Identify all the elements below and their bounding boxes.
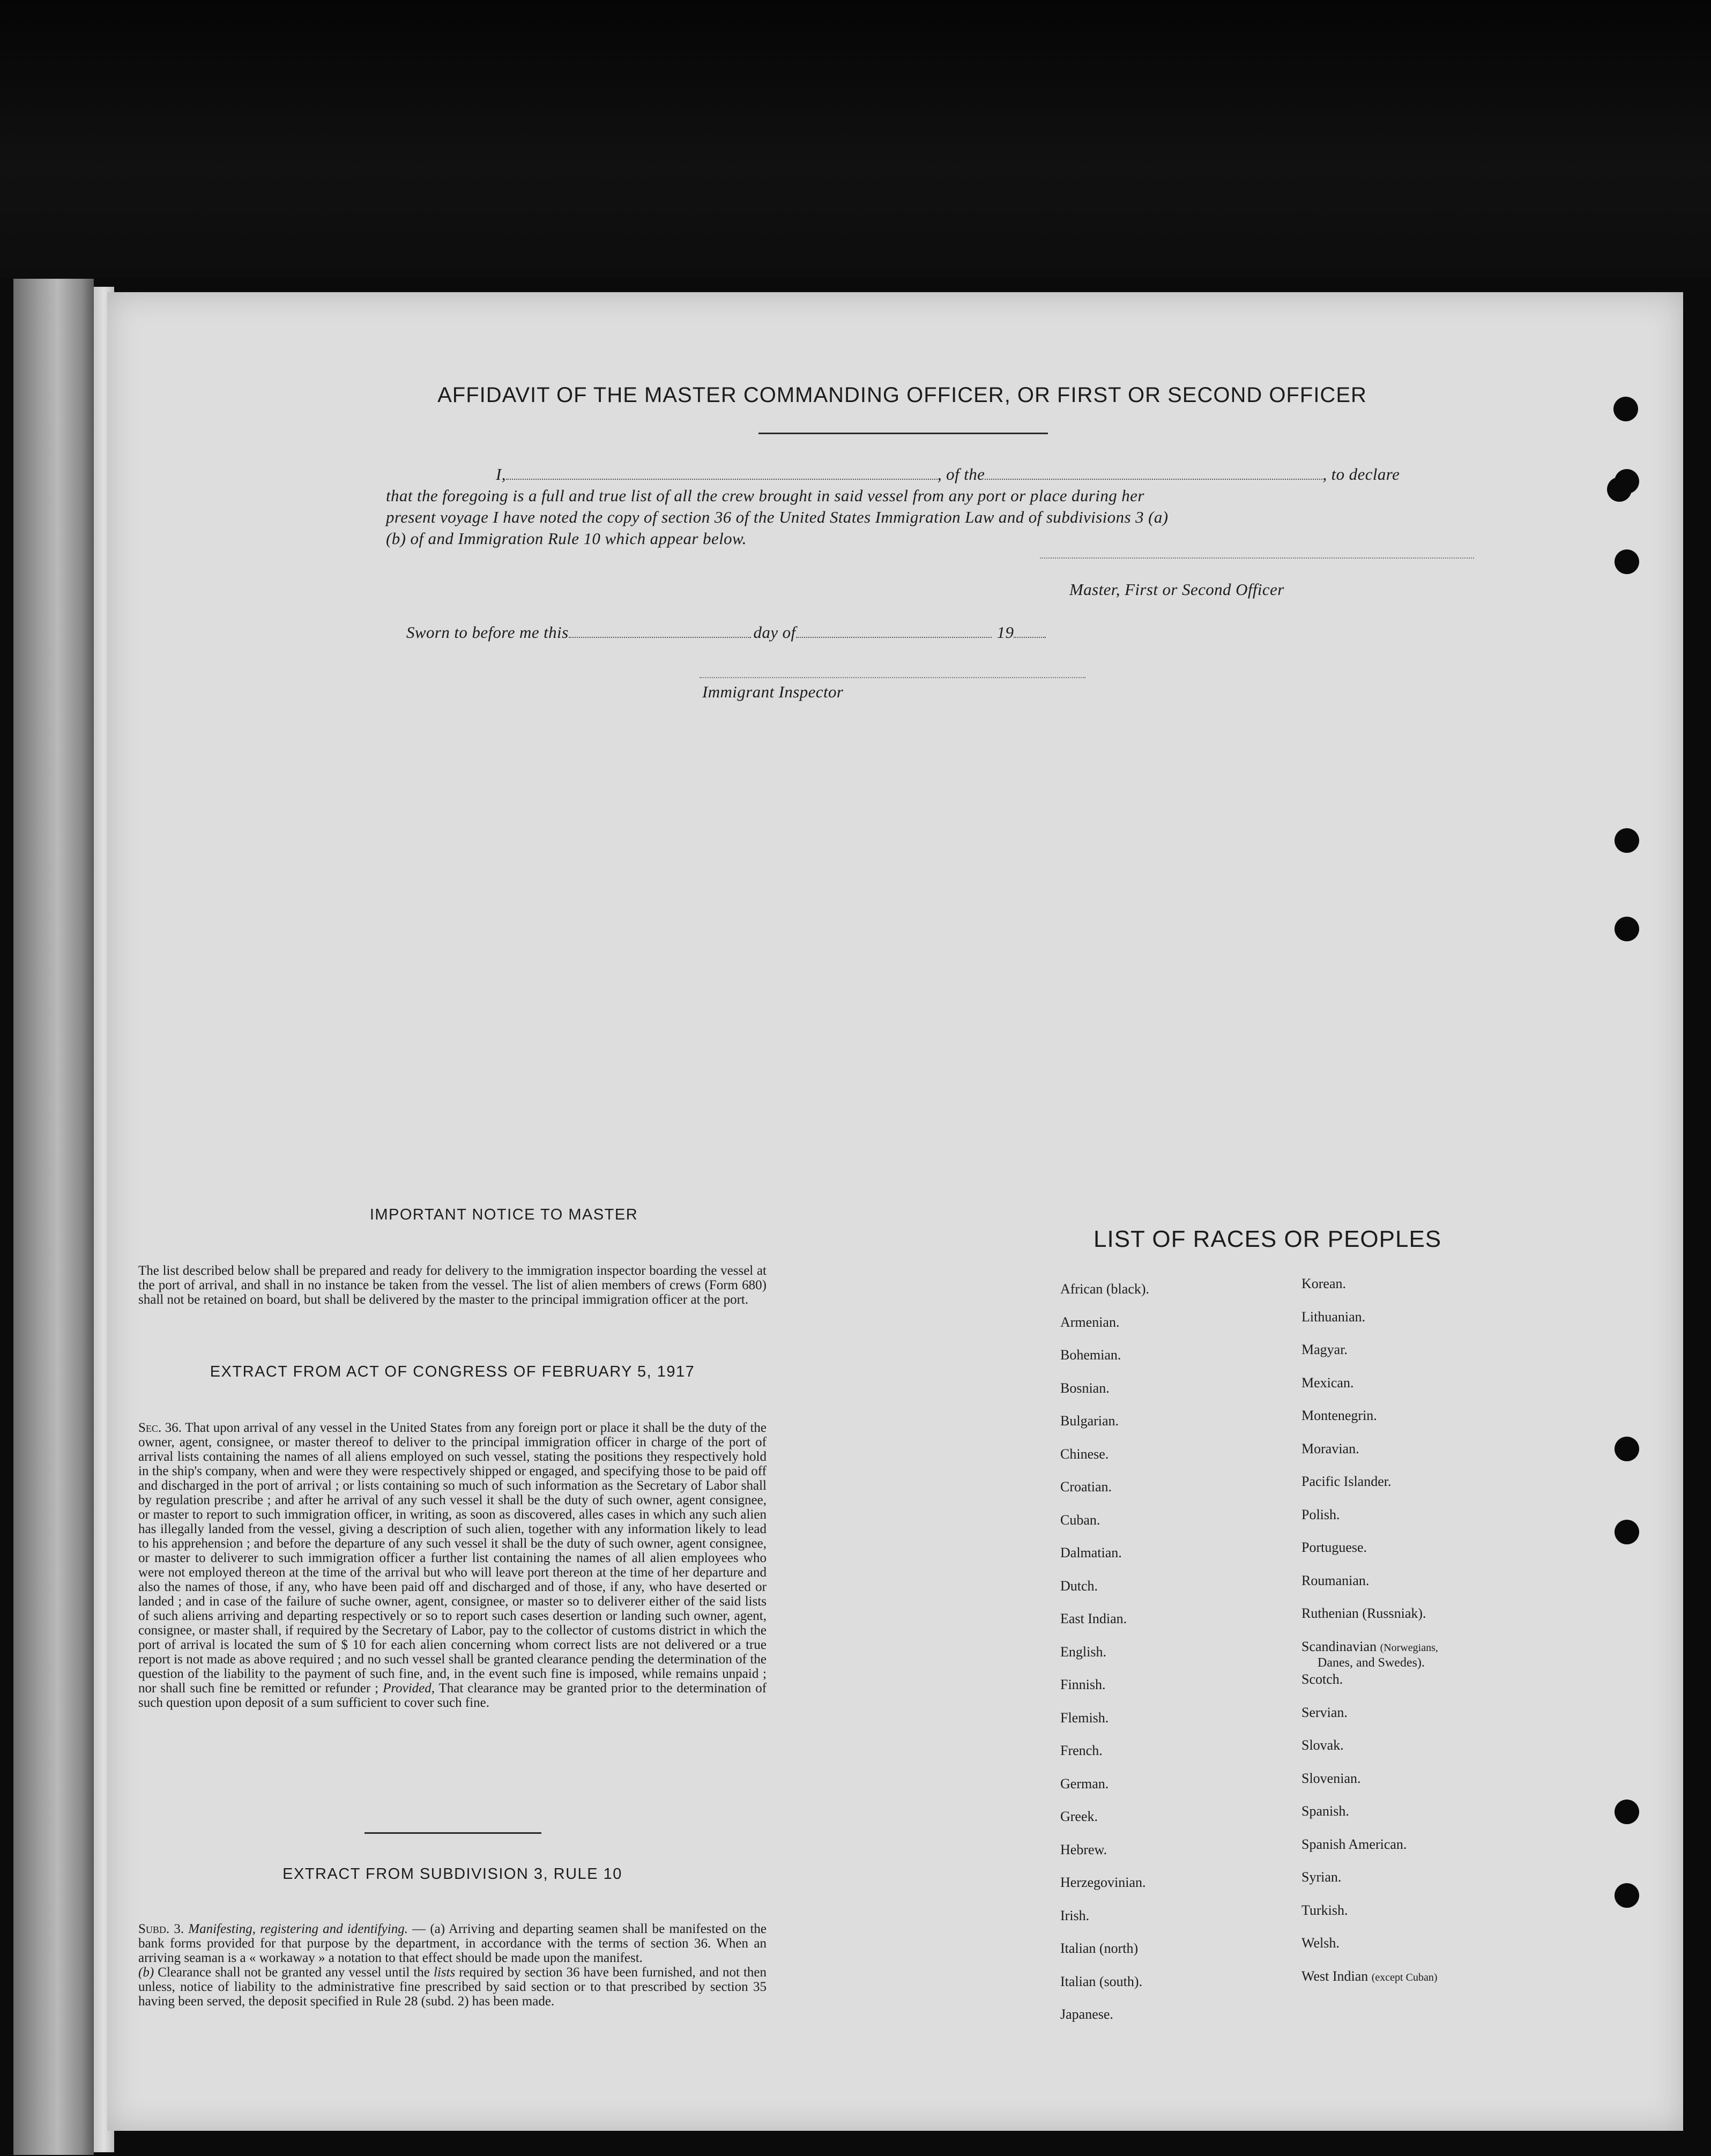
punch-hole-icon	[1613, 397, 1638, 421]
master-label: Master, First or Second Officer	[1069, 580, 1284, 599]
race-note: (Norwegians,	[1380, 1642, 1438, 1654]
race-item: Dutch.	[1060, 1578, 1098, 1594]
act-heading: EXTRACT FROM ACT OF CONGRESS OF FEBRUARY 5, 1917	[210, 1363, 695, 1380]
race-item: East Indian.	[1060, 1611, 1127, 1626]
year-blank[interactable]	[1014, 637, 1046, 638]
inspector-signature-line[interactable]	[700, 677, 1085, 678]
affidavit-of-the: , of the	[937, 465, 985, 484]
part-b-lists: lists	[433, 1965, 456, 1980]
punch-hole-icon	[1615, 1883, 1639, 1908]
race-item-label: Slovenian.	[1301, 1771, 1361, 1786]
sec-36-end: That clearance may be granted prior to the determination of such question upon deposit of a sum sufficient to cover such fine.	[138, 1681, 767, 1710]
race-item	[1301, 1605, 1426, 1622]
race-item: Chinese.	[1060, 1446, 1109, 1462]
race-item-label: Roumanian.	[1301, 1573, 1370, 1588]
part-b-label: (b)	[138, 1965, 154, 1980]
race-item-label: Syrian.	[1301, 1869, 1342, 1885]
race-item: Dalmatian.	[1060, 1545, 1122, 1560]
race-item: Finnish.	[1060, 1677, 1106, 1692]
sworn-text: Sworn to before me this	[406, 623, 569, 642]
punch-hole-icon	[1615, 549, 1639, 574]
race-item: Hebrew.	[1060, 1842, 1107, 1857]
sec-36-text: That upon arrival of any vessel in the United States from any foreign port or place it shall be the duty of the owner, agent, consignee, or master thereof to deliver to the principal immigration officer in charge of the port of arrival lists containing the names of all aliens employed on such vessel, stating the positions they respectively hold in the ship's company, when and were they were respectively shipped or engaged, and specifying those to be paid off and discharged in the port of arrival ; or lists containing so much of such information as the Secretary of Labor shall by regulation prescribe ; and after he arrival of any such vessel it shall be the duty of such owner, agent consignee, or master to report to such immigration officer, in writing, as soon as discovered, alles cases in which any such alien has illegally landed from the vessel, giving a description of such alien, together with any information likely to lead to his apprehension ; and before the departure of any such vessel it shall be the duty of such owner, agent consignee, or master to deliverer to such immigration officer a further list containing the names of all alien employees who were not employed thereon at the time of the arrival but who will leave port thereon at the time of her departure and also the names of those, if any, who have been paid off and discharged and of those, if any, who have deserted or landed ; and in case of the failure of suche owner, agent, consignee, or master so to deliverer either of the said lists of such aliens arriving and departing respectively or so to report such cases desertion or landing such owner, agent, consignee, or master shall, if required by the Secretary of Labor, pay to the collector of customs district in which the port of arrival is located the sum of $ 10 for each alien concerning whom correct lists are not delivered or a true report is not made as above required ; and no such vessel shall be granted clearance pending the determination of the question of the liability to the payment of such fine, and, in the event such fine is imposed, while remains unpaid ; nor shall such fine be remitted or refunder ;	[138, 1421, 767, 1696]
race-item-label: Pacific Islander.	[1301, 1474, 1392, 1489]
subd-title: Manifesting, registering and identifying.	[188, 1922, 408, 1936]
vessel-blank[interactable]	[985, 479, 1322, 480]
punch-hole-icon	[1615, 1800, 1639, 1824]
race-item: Japanese.	[1060, 2006, 1113, 2022]
notice-text: The list described below shall be prepared and ready for delivery to the immigration inspector boarding the vessel at the port of arrival, and shall in no instance be taken from the vessel. The list of alien members of crews (Form 680) shall not be retained on board, but shall be delivered by the master to the principal immigration officer at the port.	[138, 1263, 767, 1307]
race-item-label: Welsh.	[1301, 1935, 1340, 1951]
part-b-text-1: Clearance shall not be granted any vessel until the	[158, 1965, 430, 1980]
race-item	[1301, 1902, 1348, 1919]
notice-heading: IMPORTANT NOTICE TO MASTER	[369, 1206, 638, 1223]
race-note: (except Cuban)	[1371, 1972, 1438, 1983]
provided-text: Provided,	[383, 1681, 435, 1696]
race-item-label: Korean.	[1301, 1276, 1347, 1291]
punch-hole-icon	[1615, 1437, 1639, 1461]
race-item	[1301, 1276, 1346, 1292]
affidavit-i: I,	[496, 465, 506, 484]
race-item	[1301, 1935, 1340, 1951]
race-item: Bulgarian.	[1060, 1413, 1119, 1429]
punch-hole-icon	[1615, 828, 1639, 853]
race-item	[1301, 1869, 1341, 1885]
race-item-label: Mexican.	[1301, 1375, 1354, 1391]
race-item	[1301, 1540, 1367, 1556]
race-item	[1301, 1342, 1348, 1358]
sworn-line	[406, 622, 1046, 643]
race-item: Croatian.	[1060, 1479, 1112, 1495]
part-b-text-2: required by section 36 have been furnished, and not then unless, notice of liability to the administrative fine prescribed by said section or to that prescribed by section 35 having been served, the deposit specified in Rule 28 (subd. 2) has been made.	[138, 1965, 767, 2009]
race-item: Irish.	[1060, 1908, 1090, 1923]
inspector-label: Immigrant Inspector	[702, 682, 844, 701]
race-item	[1301, 1803, 1349, 1819]
race-item: Italian (north)	[1060, 1941, 1139, 1956]
race-item-label: Servian.	[1301, 1705, 1348, 1720]
affidavit-line3: present voyage I have noted the copy of section 36 of the United States Immigration Law and of subdivisions 3 (a)	[386, 508, 1169, 526]
document-page	[107, 292, 1683, 2131]
race-item-label: Scotch.	[1301, 1671, 1343, 1687]
day-blank[interactable]	[569, 637, 751, 638]
race-item	[1301, 1705, 1348, 1721]
sec-label: Sec. 36.	[138, 1421, 182, 1435]
race-item-label: Portuguese.	[1301, 1540, 1367, 1555]
race-item: African (black).	[1060, 1281, 1150, 1297]
race-item: Italian (south).	[1060, 1974, 1143, 1989]
race-item	[1301, 1408, 1377, 1424]
race-item: German.	[1060, 1776, 1109, 1791]
race-item	[1301, 1573, 1369, 1589]
race-item	[1301, 1441, 1359, 1457]
rule10-heading: EXTRACT FROM SUBDIVISION 3, RULE 10	[282, 1865, 622, 1883]
race-item	[1301, 1968, 1438, 1986]
race-item	[1301, 1771, 1361, 1787]
race-item: Bosnian.	[1060, 1380, 1110, 1396]
race-item-label: Lithuanian.	[1301, 1309, 1366, 1325]
race-item	[1301, 1474, 1392, 1490]
race-note-continued: Danes, and Swedes).	[1318, 1656, 1425, 1670]
race-item-label: Turkish.	[1301, 1902, 1348, 1918]
punch-hole-icon	[1607, 477, 1632, 502]
race-item	[1301, 1837, 1407, 1853]
day-of-text: day of	[753, 623, 796, 642]
race-item: Greek.	[1060, 1809, 1098, 1824]
subd-label: Subd. 3.	[138, 1922, 184, 1936]
race-item	[1301, 1309, 1365, 1325]
race-item: Armenian.	[1060, 1314, 1120, 1330]
affidavit-line4: (b) of and Immigration Rule 10 which appear below.	[386, 529, 747, 548]
punch-hole-icon	[1615, 1520, 1639, 1544]
title-underline	[758, 433, 1048, 434]
race-item-label: Spanish.	[1301, 1803, 1349, 1819]
race-item: Herzegovinian.	[1060, 1875, 1146, 1890]
affidavit-body	[386, 464, 1522, 549]
races-title: LIST OF RACES OR PEOPLES	[1093, 1226, 1442, 1252]
race-item-label: Spanish American.	[1301, 1837, 1407, 1852]
name-blank[interactable]	[506, 479, 938, 480]
affidavit-title: AFFIDAVIT OF THE MASTER COMMANDING OFFICER, OR FIRST OR SECOND OFFICER	[437, 383, 1367, 407]
act-text	[138, 1421, 767, 1710]
affidavit-to-declare: , to declare	[1322, 465, 1400, 484]
race-item: Bohemian.	[1060, 1347, 1121, 1363]
race-item: English.	[1060, 1644, 1106, 1660]
part-a-text: — (a) Arriving and departing seamen shall be manifested on the bank forms provided for that purpose by the department, in accordance with the terms of section 36. When an arriving seaman is a « workaway » a notation to that effect should be made upon the manifest.	[138, 1922, 767, 1965]
punch-hole-icon	[1615, 917, 1639, 941]
scan-background	[0, 0, 1711, 279]
binder-edge	[13, 279, 94, 2155]
section-divider	[364, 1832, 541, 1834]
race-item-label: Ruthenian (Russniak).	[1301, 1605, 1426, 1621]
race-item	[1301, 1375, 1353, 1391]
race-item-label: Moravian.	[1301, 1441, 1359, 1456]
race-item	[1301, 1507, 1340, 1523]
race-item	[1301, 1671, 1343, 1687]
race-item-label: Magyar.	[1301, 1342, 1348, 1357]
race-item-label: Polish.	[1301, 1507, 1340, 1522]
race-item	[1301, 1639, 1438, 1656]
race-item-label: Slovak.	[1301, 1737, 1344, 1753]
race-item: French.	[1060, 1743, 1103, 1758]
race-item-label: West Indian	[1301, 1968, 1368, 1984]
year-text: 19	[996, 623, 1014, 642]
race-item-label: Montenegrin.	[1301, 1408, 1377, 1423]
affidavit-line2: that the foregoing is a full and true list of all the crew brought in said vessel from any port or place during her	[386, 486, 1144, 505]
race-item: Flemish.	[1060, 1710, 1109, 1726]
race-item	[1301, 1737, 1344, 1753]
month-blank[interactable]	[796, 637, 992, 638]
rule10-text	[138, 1922, 767, 2009]
master-signature-line[interactable]	[1040, 557, 1474, 559]
race-item-label: Scandinavian	[1301, 1639, 1377, 1654]
race-item: Cuban.	[1060, 1512, 1100, 1528]
